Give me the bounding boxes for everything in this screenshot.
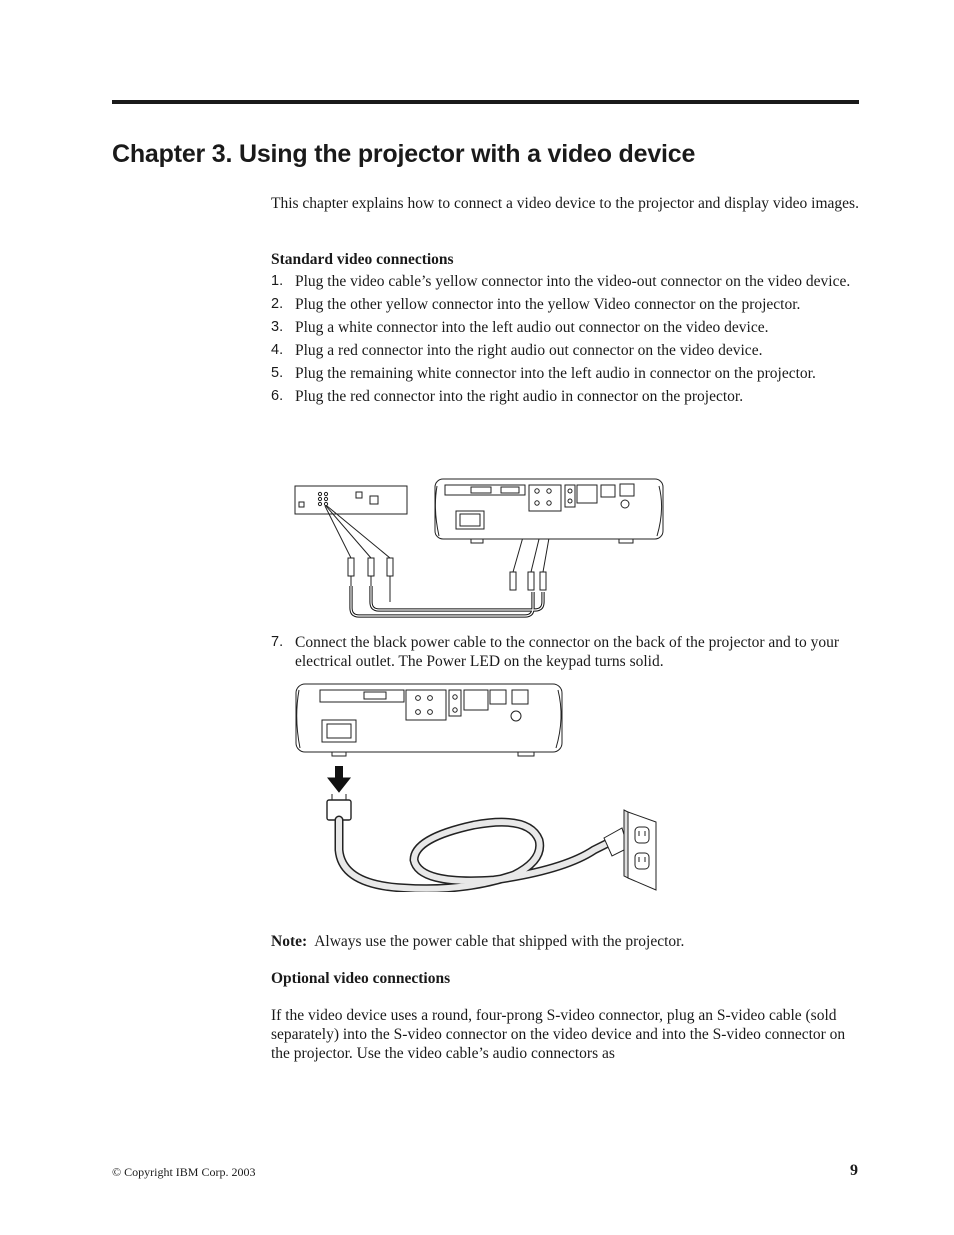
chapter-rule [112,100,859,104]
chapter-title: Chapter 3. Using the projector with a video device [112,140,696,168]
step-item: 2. Plug the other yellow connector into the yellow Video connector on the projector. [271,296,801,313]
optional-paragraph: If the video device uses a round, four-prong S-video connector, plug an S-video cable (sold separately) into the S-video connector on the video device and into the S-video connector on the projector. Use the video cable’s audio connectors as [271,1007,846,1062]
note-paragraph [271,932,859,951]
video-device-illustration [295,486,407,514]
step-item: 7. Connect the black power cable to the connector on the back of the projector and to your electrical outlet. The Power LED on the keypad turns solid. [271,634,840,670]
page-number: 9 [850,1162,858,1179]
step-item: 4. Plug a red connector into the right audio out connector on the video device. [271,342,763,359]
optional-heading: Optional video connections [271,970,451,987]
note-text: Always use the power cable that shipped with the projector. [314,933,685,950]
projector-illustration [296,684,562,756]
electrical-outlet-illustration [624,810,656,890]
projector-illustration [435,479,663,543]
standard-heading: Standard video connections [271,251,454,268]
step-item: 3. Plug a white connector into the left audio out connector on the video device. [271,319,769,336]
note-label: Note: [271,933,308,950]
intro-paragraph: This chapter explains how to connect a video device to the projector and display video images. [271,195,859,212]
video-connection-figure [293,474,668,624]
power-connection-figure [294,680,670,892]
step-list [271,272,859,410]
step-item: 5. Plug the remaining white connector into the left audio in connector on the projector. [271,365,816,382]
step-item: 6. Plug the red connector into the right audio in connector on the projector. [271,388,744,405]
step-item: 1. Plug the video cable’s yellow connector into the video-out connector on the video device. [271,273,851,290]
copyright-footer: © Copyright IBM Corp. 2003 [112,1165,256,1179]
